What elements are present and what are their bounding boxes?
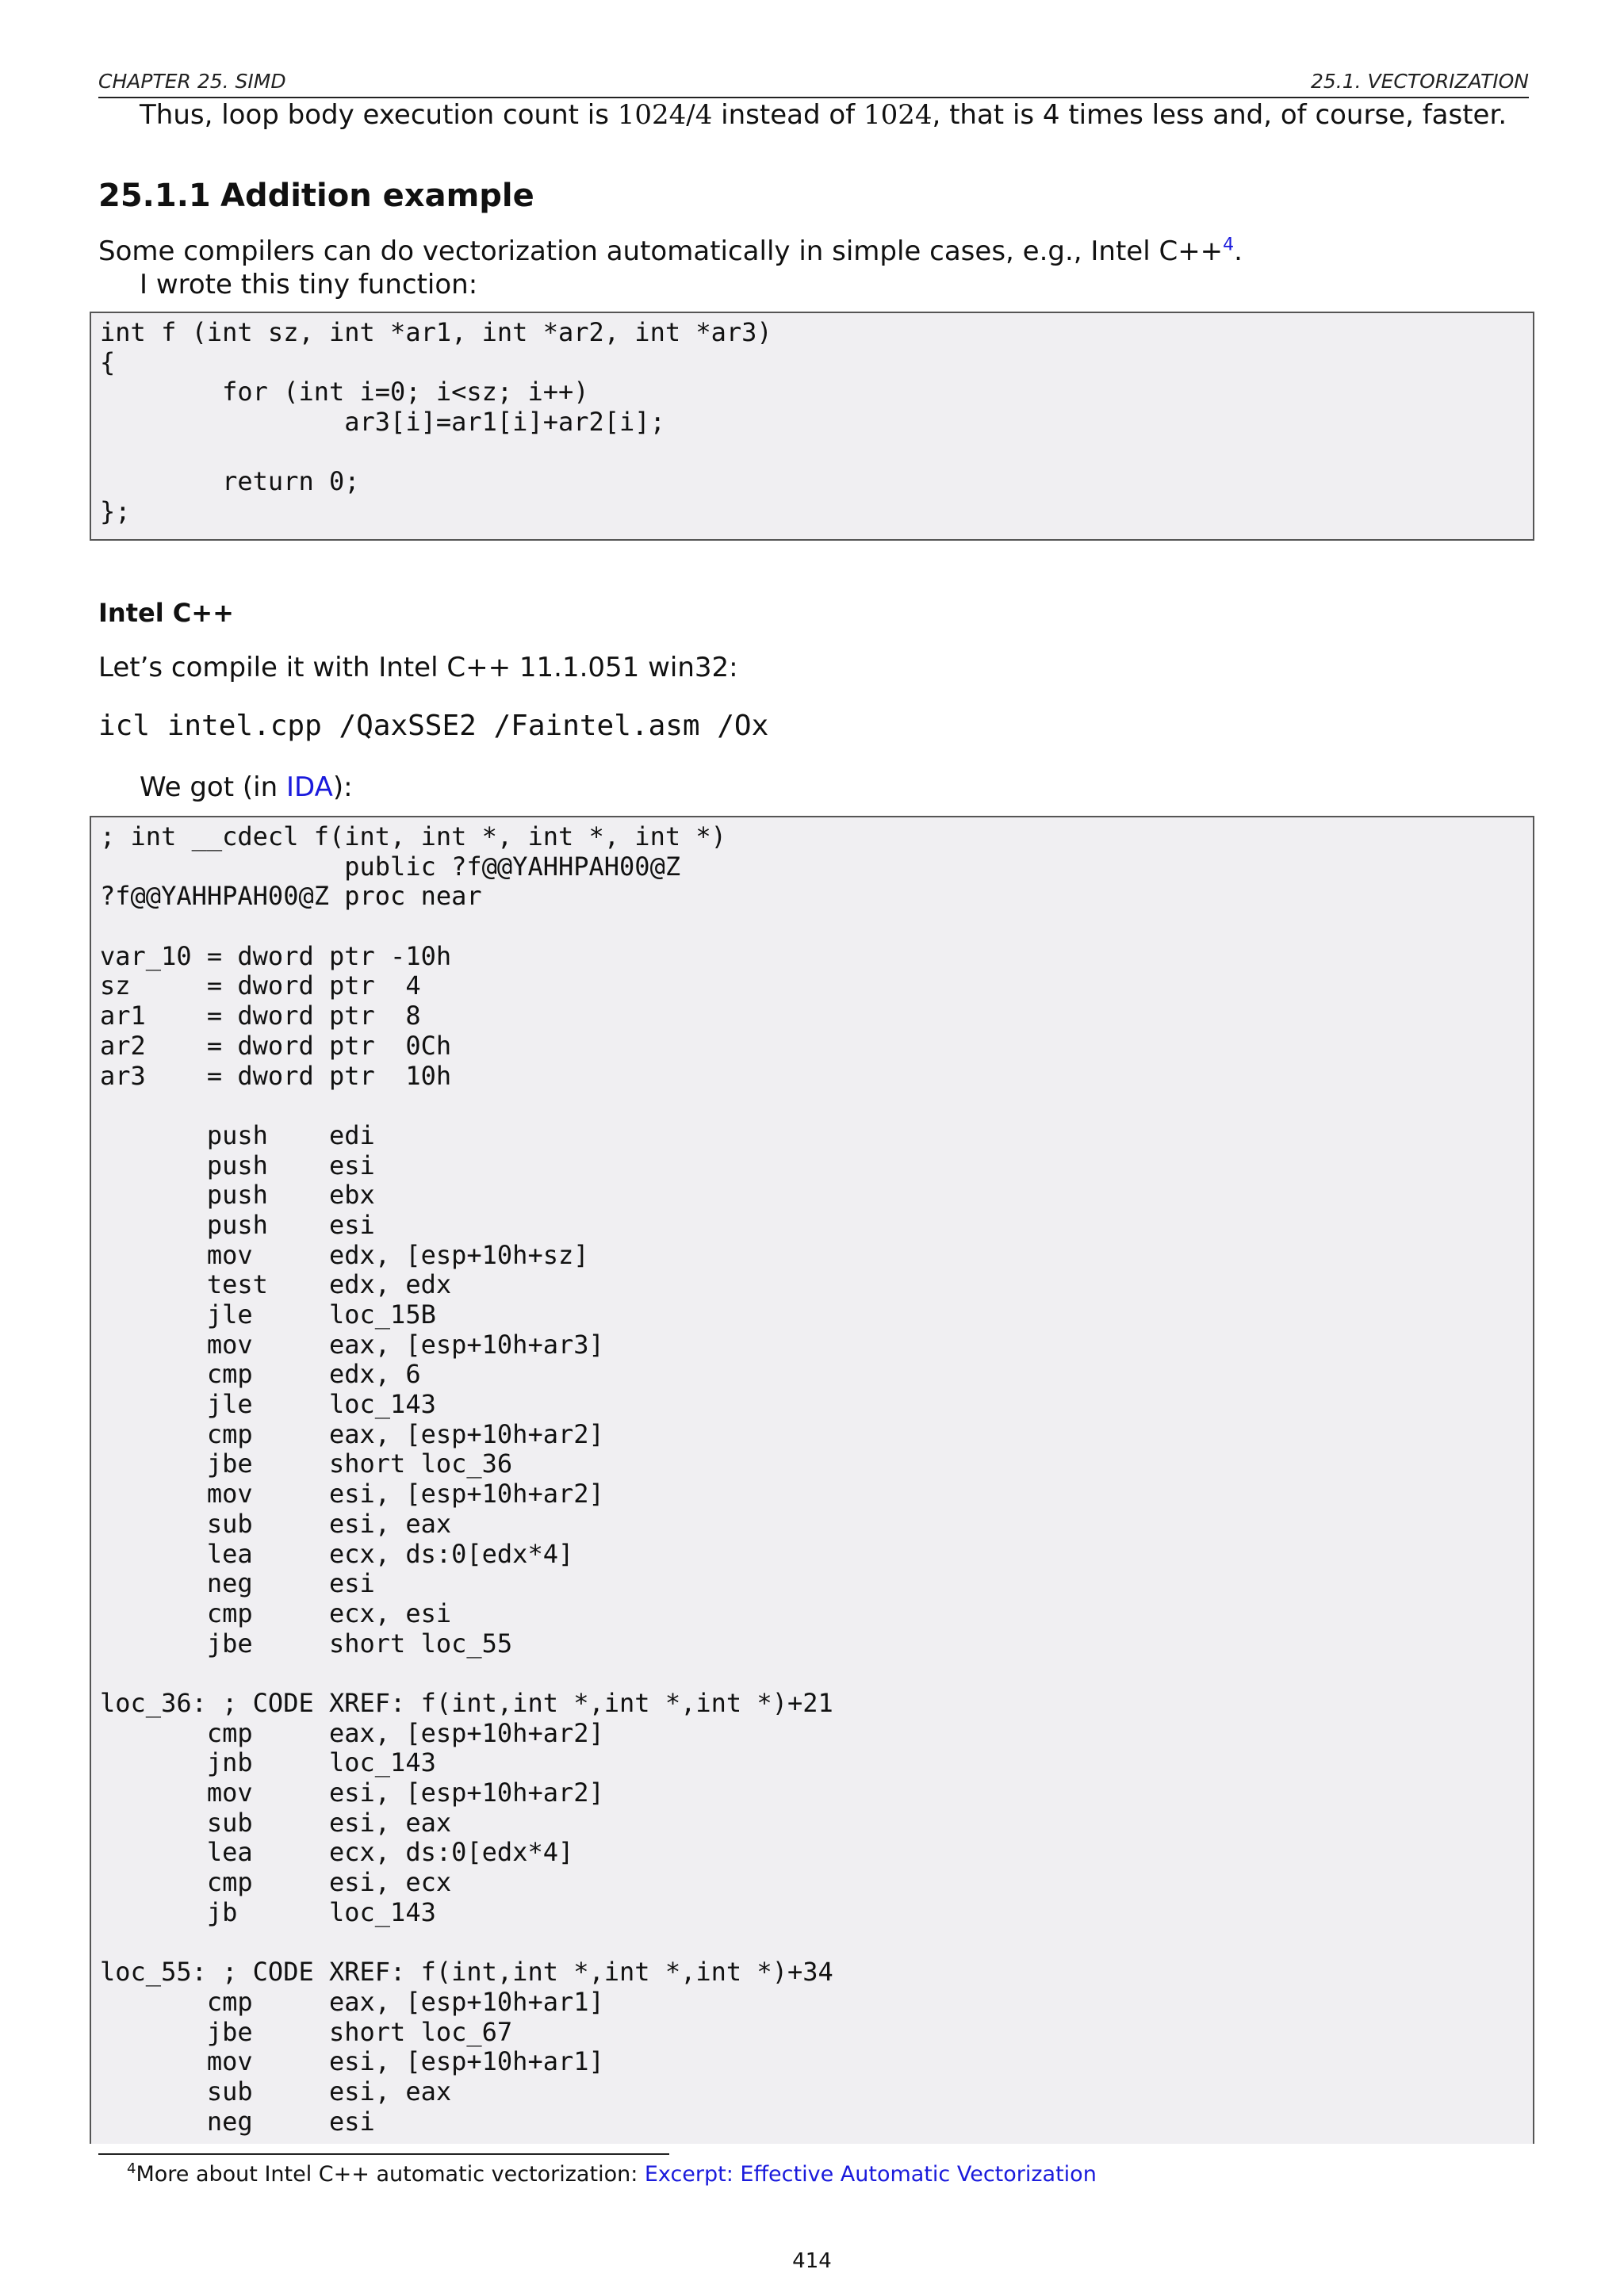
code-line: loc_36: ; CODE XREF: f(int,int *,int *,int *)+21 <box>100 1687 833 1718</box>
header-chapter: CHAPTER 25. SIMD <box>98 70 286 93</box>
code-line: mov esi, [esp+10h+ar1] <box>100 2046 604 2077</box>
code-line: ar3[i]=ar1[i]+ar2[i]; <box>100 407 665 438</box>
code-line <box>100 438 1533 468</box>
code-line: sub esi, eax <box>100 1807 452 1838</box>
code-line: cmp esi, ecx <box>100 1867 452 1898</box>
code-line: lea ecx, ds:0[edx*4] <box>100 1538 574 1569</box>
subsection-heading: Intel C++ <box>98 598 234 628</box>
code-line: cmp edx, 6 <box>100 1359 421 1390</box>
code-line <box>100 1659 1533 1689</box>
code-line: push ebx <box>100 1180 375 1211</box>
section-title: Addition example <box>220 178 534 214</box>
footnote-link[interactable]: Excerpt: Effective Automatic Vectorization <box>644 2162 1097 2187</box>
code-line <box>100 912 1533 942</box>
compile-command: icl intel.cpp /QaxSSE2 /Faintel.asm /Ox <box>98 710 769 742</box>
ida-link[interactable]: IDA <box>285 771 333 803</box>
footnote-ref-link[interactable]: 4 <box>1223 235 1235 255</box>
code-line: int f (int sz, int *ar1, int *ar2, int *ar3) <box>100 317 772 347</box>
code-listing-function <box>90 312 1534 541</box>
code-line: jb loc_143 <box>100 1896 436 1927</box>
code-line: jbe short loc_36 <box>100 1448 513 1479</box>
code-line: neg esi <box>100 1568 375 1599</box>
code-line: jle loc_15B <box>100 1299 436 1330</box>
code-line: jle loc_143 <box>100 1389 436 1420</box>
code-line: var_10 = dword ptr -10h <box>100 940 452 971</box>
code-listing-assembly <box>90 816 1534 2144</box>
code-line: mov edx, [esp+10h+sz] <box>100 1239 589 1270</box>
code-line: ar3 = dword ptr 10h <box>100 1060 452 1091</box>
header-section: 25.1. VECTORIZATION <box>1310 70 1529 93</box>
code-line: sz = dword ptr 4 <box>100 970 421 1001</box>
code-line: jnb loc_143 <box>100 1747 436 1778</box>
page-number: 414 <box>792 2249 832 2273</box>
paragraph-compilers-text: Some compilers can do vectorization automatically in simple cases, e.g., Intel C++ <box>98 235 1224 267</box>
footnote-mark: 4 <box>127 2160 136 2177</box>
code-line: cmp eax, [esp+10h+ar2] <box>100 1418 604 1449</box>
intro-text-post: , that is 4 times less and, of course, faster. <box>932 99 1507 131</box>
code-line: { <box>100 346 116 377</box>
code-line: mov esi, [esp+10h+ar2] <box>100 1777 604 1808</box>
intro-paragraph <box>140 98 1507 132</box>
code-line: cmp ecx, esi <box>100 1598 452 1628</box>
code-line: cmp eax, [esp+10h+ar2] <box>100 1717 604 1748</box>
footnote <box>127 2162 1097 2187</box>
code-line <box>100 1091 1533 1121</box>
paragraph-got-pre: We got (in <box>140 771 286 803</box>
code-line: push edi <box>100 1119 375 1150</box>
section-number: 25.1.1 <box>98 178 211 214</box>
code-line: jbe short loc_55 <box>100 1628 513 1659</box>
paragraph-got-post: ): <box>332 771 353 803</box>
running-header <box>98 68 1529 98</box>
code-line: sub esi, eax <box>100 1508 452 1539</box>
footnote-rule <box>98 2153 669 2155</box>
code-line: cmp eax, [esp+10h+ar1] <box>100 1986 604 2017</box>
code-line <box>100 1927 1533 1957</box>
paragraph-compile: Let’s compile it with Intel C++ 11.1.051 win32: <box>98 652 738 683</box>
code-line: for (int i=0; i<sz; i++) <box>100 377 589 408</box>
code-line: mov esi, [esp+10h+ar2] <box>100 1479 604 1510</box>
code-line: ar1 = dword ptr 8 <box>100 1001 421 1031</box>
paragraph-compilers <box>98 235 1243 268</box>
paragraph-function: I wrote this tiny function: <box>140 269 478 300</box>
code-line: return 0; <box>100 466 360 497</box>
code-line: test edx, edx <box>100 1269 452 1300</box>
intro-math-2: 1024 <box>863 99 933 131</box>
code-line: }; <box>100 496 131 527</box>
intro-math-1: 1024/4 <box>617 99 713 131</box>
code-line: push esi <box>100 1150 375 1181</box>
code-line: neg esi <box>100 2106 375 2137</box>
paragraph-got <box>140 771 353 804</box>
section-heading <box>98 178 534 214</box>
code-line: mov eax, [esp+10h+ar3] <box>100 1329 604 1360</box>
code-line: jbe short loc_67 <box>100 2016 513 2047</box>
code-line: public ?f@@YAHHPAH00@Z <box>100 851 681 882</box>
code-line: ; int __cdecl f(int, int *, int *, int *) <box>100 821 726 851</box>
footnote-text: More about Intel C++ automatic vectorization: <box>136 2162 645 2187</box>
code-line: push esi <box>100 1209 375 1240</box>
code-line: ?f@@YAHHPAH00@Z proc near <box>100 881 482 912</box>
intro-text-pre: Thus, loop body execution count is <box>140 99 618 131</box>
code-line: ar2 = dword ptr 0Ch <box>100 1030 452 1061</box>
code-line: lea ecx, ds:0[edx*4] <box>100 1837 574 1868</box>
intro-text-mid: instead of <box>712 99 864 131</box>
paragraph-compilers-end: . <box>1234 235 1243 267</box>
code-line: sub esi, eax <box>100 2076 452 2107</box>
code-line: loc_55: ; CODE XREF: f(int,int *,int *,int *)+34 <box>100 1957 833 1988</box>
